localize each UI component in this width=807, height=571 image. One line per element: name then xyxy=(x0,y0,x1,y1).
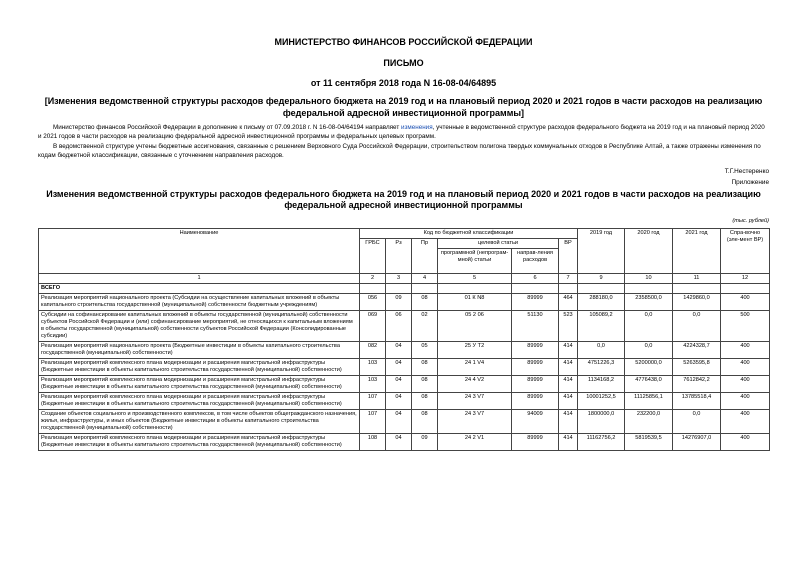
cell-grbs: 107 xyxy=(360,393,386,410)
col-number: 12 xyxy=(721,274,770,284)
budget-table xyxy=(38,228,770,451)
cell-y2019: 1134168,2 xyxy=(578,376,625,393)
cell-pr: 08 xyxy=(412,294,438,311)
cell-prog: 05 2 06 xyxy=(438,311,512,342)
cell-prog: 24 3 V7 xyxy=(438,393,512,410)
cell-name: Создание объектов социального и производственного комплексов, в том числе объектов общегражданского назначения, жилья, инфраструктуры, и иных объектов (Бюджетные инвестиции в объекты капитального строительства государственной (муниципальной) собственности) xyxy=(39,410,360,434)
col-number: 3 xyxy=(386,274,412,284)
cell-y2021: 0,0 xyxy=(673,311,721,342)
cell-grbs: 103 xyxy=(360,359,386,376)
annex-title: Изменения ведомственной структуры расходов федерального бюджета на 2019 год и на плановый период 2020 и 2021 годов в части расходов на реализацию федеральной адресной инвестиционной программы xyxy=(46,189,761,210)
cell-rz: 04 xyxy=(386,376,412,393)
cell-grbs: 069 xyxy=(360,311,386,342)
cell-pr: 08 xyxy=(412,376,438,393)
doc-date-number: от 11 сентября 2018 года N 16-08-04/64895 xyxy=(310,78,497,88)
cell-dir: 89999 xyxy=(512,359,559,376)
table-row xyxy=(39,376,770,393)
header-pr: Пр xyxy=(412,239,438,274)
ministry-title: МИНИСТЕРСТВО ФИНАНСОВ РОССИЙСКОЙ ФЕДЕРАЦИИ xyxy=(274,37,533,47)
cell-y2019: 288180,0 xyxy=(578,294,625,311)
cell-ref: 400 xyxy=(721,342,770,359)
body-paragraph-1 xyxy=(38,124,769,141)
cell-dir: 89999 xyxy=(512,376,559,393)
cell-vr: 414 xyxy=(559,342,578,359)
header-grbs: ГРБС xyxy=(360,239,386,274)
cell-dir: 51130 xyxy=(512,311,559,342)
table-row xyxy=(39,359,770,376)
total-label: ВСЕГО xyxy=(39,284,360,294)
cell-y2019: 0,0 xyxy=(578,342,625,359)
cell-rz: 09 xyxy=(386,294,412,311)
col-number: 4 xyxy=(412,274,438,284)
cell-ref: 400 xyxy=(721,376,770,393)
cell-rz: 06 xyxy=(386,311,412,342)
col-number: 7 xyxy=(559,274,578,284)
units-label: (тыс. рублей) xyxy=(732,218,769,224)
col-number: 9 xyxy=(578,274,625,284)
cell-ref: 400 xyxy=(721,410,770,434)
table-row xyxy=(39,294,770,311)
header-kbk: Код по бюджетной классификации xyxy=(360,229,578,239)
col-number: 6 xyxy=(512,274,559,284)
header-ref: Спра-вочно (эле-мент ВР) xyxy=(721,229,770,274)
doc-subject: [Изменения ведомственной структуры расходов федерального бюджета на 2019 год и на плановый период 2020 и 2021 годов в части расходов на реализацию федеральной адресной инвестиционной программы] xyxy=(44,96,763,118)
table-row xyxy=(39,342,770,359)
cell-dir: 89999 xyxy=(512,294,559,311)
cell-y2020: 11125856,1 xyxy=(625,393,673,410)
body-paragraph-2: В ведомственной структуре учтены бюджетные ассигнования, связанные с решением Верховного Суда Российской Федерации, строительством полигона твердых коммунальных отходов в Республике Алтай, а также отражены изменения по кодам бюджетной классификации, связанные с уточнением направления расходов. xyxy=(38,143,761,159)
cell-rz: 04 xyxy=(386,410,412,434)
cell-y2021: 7612842,2 xyxy=(673,376,721,393)
col-number: 2 xyxy=(360,274,386,284)
cell-grbs: 103 xyxy=(360,376,386,393)
cell-y2021: 4224328,7 xyxy=(673,342,721,359)
column-number-row xyxy=(39,274,770,284)
cell-name: Реализация мероприятий комплексного плана модернизации и расширения магистральной инфраструктуры (Бюджетные инвестиции в объекты капитального строительства государственной (муниципальной) собственности) xyxy=(39,434,360,451)
cell-pr: 08 xyxy=(412,410,438,434)
table-row xyxy=(39,311,770,342)
cell-prog: 24 3 V7 xyxy=(438,410,512,434)
cell-y2021: 14276907,0 xyxy=(673,434,721,451)
table-row xyxy=(39,410,770,434)
cell-dir: 89999 xyxy=(512,393,559,410)
cell-y2019: 4751226,3 xyxy=(578,359,625,376)
cell-y2020: 0,0 xyxy=(625,311,673,342)
cell-name: Реализация мероприятий комплексного плана модернизации и расширения магистральной инфраструктуры (Бюджетные инвестиции в объекты капитального строительства государственной (муниципальной) собственности) xyxy=(39,359,360,376)
cell-y2019: 105089,2 xyxy=(578,311,625,342)
cell-vr: 414 xyxy=(559,376,578,393)
cell-dir: 94009 xyxy=(512,410,559,434)
cell-y2019: 1800000,0 xyxy=(578,410,625,434)
p1-text-start: Министерство финансов Российской Федерации в дополнение к письму от 07.09.2018 г. N 16-08-04/64194 направляет xyxy=(53,124,401,131)
col-number: 10 xyxy=(625,274,673,284)
cell-pr: 05 xyxy=(412,342,438,359)
col-number: 1 xyxy=(39,274,360,284)
cell-rz: 04 xyxy=(386,393,412,410)
cell-ref: 500 xyxy=(721,311,770,342)
cell-dir: 89999 xyxy=(512,342,559,359)
header-name: Наименование xyxy=(39,229,360,274)
cell-ref: 400 xyxy=(721,434,770,451)
cell-pr: 08 xyxy=(412,393,438,410)
cell-name: Субсидии на софинансирование капитальных вложений в объекты государственной (муниципальной) собственности субъектов Российской Федерации и (или) софинансирование мероприятий, не относящихся к капитальным вложениям в объекты государственной (муниципальной) собственности субъектов Российской Федерации (Консолидированные субсидии) xyxy=(39,311,360,342)
cell-ref: 400 xyxy=(721,294,770,311)
header-direction: направ-ления расходов xyxy=(512,249,559,274)
cell-y2020: 5819539,5 xyxy=(625,434,673,451)
cell-prog: 24 2 V1 xyxy=(438,434,512,451)
cell-y2020: 232200,0 xyxy=(625,410,673,434)
header-2021: 2021 год xyxy=(673,229,721,274)
col-number: 11 xyxy=(673,274,721,284)
attachment-label: Приложение xyxy=(731,179,769,186)
cell-y2021: 5263595,8 xyxy=(673,359,721,376)
cell-rz: 04 xyxy=(386,434,412,451)
cell-prog: 01 К N8 xyxy=(438,294,512,311)
cell-dir: 89999 xyxy=(512,434,559,451)
cell-ref: 400 xyxy=(721,359,770,376)
cell-y2020: 4776438,0 xyxy=(625,376,673,393)
header-row-1 xyxy=(39,229,770,239)
cell-y2019: 10001252,5 xyxy=(578,393,625,410)
cell-y2021: 13785518,4 xyxy=(673,393,721,410)
cell-y2021: 0,0 xyxy=(673,410,721,434)
changes-link[interactable]: изменения xyxy=(400,124,433,131)
cell-vr: 464 xyxy=(559,294,578,311)
total-row xyxy=(39,284,770,294)
cell-y2020: 0,0 xyxy=(625,342,673,359)
header-vr: ВР xyxy=(559,239,578,274)
cell-grbs: 107 xyxy=(360,410,386,434)
cell-prog: 25 У Т2 xyxy=(438,342,512,359)
cell-prog: 24 1 V4 xyxy=(438,359,512,376)
header-2019: 2019 год xyxy=(578,229,625,274)
header-2020: 2020 год xyxy=(625,229,673,274)
cell-grbs: 108 xyxy=(360,434,386,451)
signature: Т.Г.Нестеренко xyxy=(724,168,769,175)
cell-name: Реализация мероприятий национального проекта (Субсидии на осуществление капитальных вложений в объекты капитального строительства государственной (муниципальной) собственности бюджетным учреждениям) xyxy=(39,294,360,311)
cell-vr: 414 xyxy=(559,434,578,451)
table-row xyxy=(39,434,770,451)
cell-y2019: 11162756,2 xyxy=(578,434,625,451)
cell-ref: 400 xyxy=(721,393,770,410)
cell-y2021: 1429860,0 xyxy=(673,294,721,311)
cell-vr: 414 xyxy=(559,359,578,376)
cell-prog: 24 4 V2 xyxy=(438,376,512,393)
cell-name: Реализация мероприятий комплексного плана модернизации и расширения магистральной инфраструктуры (Бюджетные инвестиции в объекты капитального строительства государственной (муниципальной) собственности) xyxy=(39,376,360,393)
col-number: 5 xyxy=(438,274,512,284)
cell-y2020: 2358500,0 xyxy=(625,294,673,311)
header-program: программной (непрограм-мной) статьи xyxy=(438,249,512,274)
cell-grbs: 082 xyxy=(360,342,386,359)
cell-vr: 414 xyxy=(559,410,578,434)
cell-pr: 08 xyxy=(412,359,438,376)
header-rz: Рз xyxy=(386,239,412,274)
cell-name: Реализация мероприятий национального проекта (Бюджетные инвестиции в объекты капитального строительства государственной (муниципальной) собственности) xyxy=(39,342,360,359)
cell-rz: 04 xyxy=(386,342,412,359)
cell-name: Реализация мероприятий комплексного плана модернизации и расширения магистральной инфраструктуры (Бюджетные инвестиции в объекты капитального строительства государственной (муниципальной) собственности) xyxy=(39,393,360,410)
table-row xyxy=(39,393,770,410)
cell-rz: 04 xyxy=(386,359,412,376)
p1-text-end: , учтенные в ведомственной структуре расходов федерального бюджета на 2019 год и на плановый период 2020 и 2021 годов в части расходов на реализацию федеральной адресной инвестиционной программы и федеральных целевых программ. xyxy=(38,124,765,140)
cell-vr: 414 xyxy=(559,393,578,410)
cell-pr: 02 xyxy=(412,311,438,342)
cell-y2020: 5200000,0 xyxy=(625,359,673,376)
cell-pr: 09 xyxy=(412,434,438,451)
doc-type: ПИСЬМО xyxy=(383,58,424,68)
header-target: целевой статьи xyxy=(438,239,559,249)
cell-vr: 523 xyxy=(559,311,578,342)
table-body xyxy=(39,294,770,451)
cell-grbs: 056 xyxy=(360,294,386,311)
